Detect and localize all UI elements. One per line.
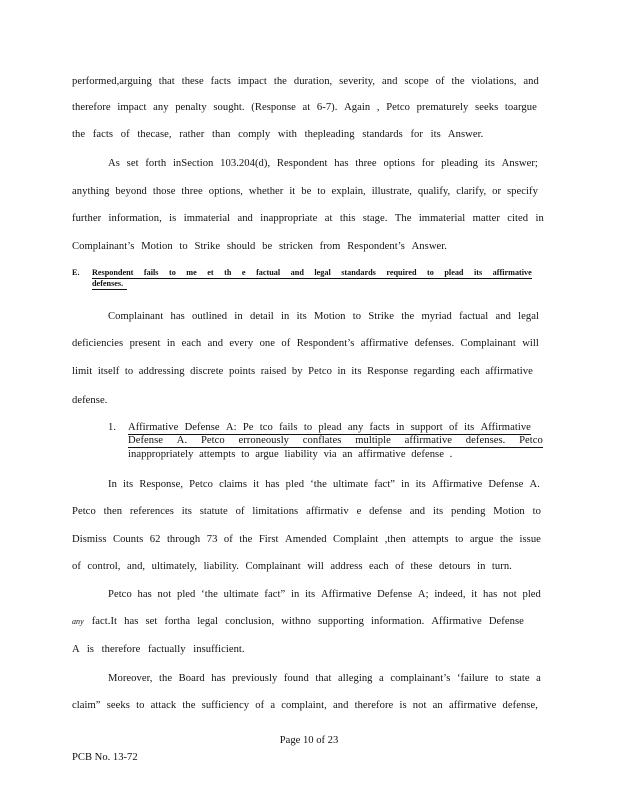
body-line: Complainant’s Motion to Strike should be stricken from Respondent’s Answer.	[72, 241, 447, 252]
body-line: the facts of thecase, rather than comply with thepleading standards for its Answer.	[72, 129, 484, 140]
case-number: PCB No. 13-72	[72, 752, 138, 763]
heading-line-2: defenses.	[92, 279, 127, 290]
body-line: of control, and, ultimately, liability. Complainant will address each of these detours in turn.	[72, 561, 512, 572]
list-number: 1.	[108, 422, 117, 433]
italic-word: any	[72, 617, 84, 626]
body-line: anything beyond those three options, whether it be to explain, illustrate, qualify, clarify, or specify	[72, 186, 538, 197]
body-line: further information, is immaterial and inappropriate at this stage. The immaterial matter cited in	[72, 213, 544, 224]
body-line: limit itself to addressing discrete points raised by Petco in its Response regarding each affirmative	[72, 366, 533, 377]
list-line: Affirmative Defense A: Pe tco fails to plead any facts in support of its Affirmative	[128, 422, 531, 433]
body-line: As set forth inSection 103.204(d), Respondent has three options for pleading its Answer;	[108, 158, 538, 169]
body-line: Petco then references its statute of limitations affirmativ e defense and its pending Motion to	[72, 506, 541, 517]
body-line: performed,arguing that these facts impact the duration, severity, and scope of the violations, and	[72, 76, 539, 87]
body-line: therefore impact any penalty sought. (Response at 6-7). Again , Petco prematurely seeks toargue	[72, 102, 537, 113]
body-line: claim” seeks to attack the sufficiency of a complaint, and therefore is not an affirmative defense,	[72, 700, 538, 711]
heading-line-1: Respondent fails to me et th e factual and legal standards required to plead its affirmative	[92, 268, 532, 277]
body-line: defense.	[72, 395, 108, 406]
list-line: Defense A. Petco erroneously conflates multiple affirmative defenses. Petco	[128, 435, 543, 446]
body-line: fact.It has set fortha legal conclusion, withno supporting information. Affirmative Defense	[91, 616, 524, 627]
heading-letter: E.	[72, 268, 80, 277]
list-line: inappropriately attempts to argue liability via an affirmative defense .	[128, 449, 453, 460]
body-line: Complainant has outlined in detail in its Motion to Strike the myriad factual and legal	[108, 311, 539, 322]
body-line: Moreover, the Board has previously found that alleging a complainant’s ‘failure to state a	[108, 673, 541, 684]
body-line: In its Response, Petco claims it has pled ‘the ultimate fact” in its Affirmative Defense A.	[108, 479, 540, 490]
body-line: deficiencies present in each and every one of Respondent’s affirmative defenses. Complainant will	[72, 338, 539, 349]
body-line: Dismiss Counts 62 through 73 of the First Amended Complaint ,then attempts to argue the issue	[72, 534, 541, 545]
page-number: Page 10 of 23	[279, 735, 339, 746]
section-heading-e	[72, 268, 542, 290]
body-line: A is therefore factually insufficient.	[72, 644, 245, 655]
body-line: Petco has not pled ‘the ultimate fact” in its Affirmative Defense A; indeed, it has not pled	[108, 589, 541, 600]
